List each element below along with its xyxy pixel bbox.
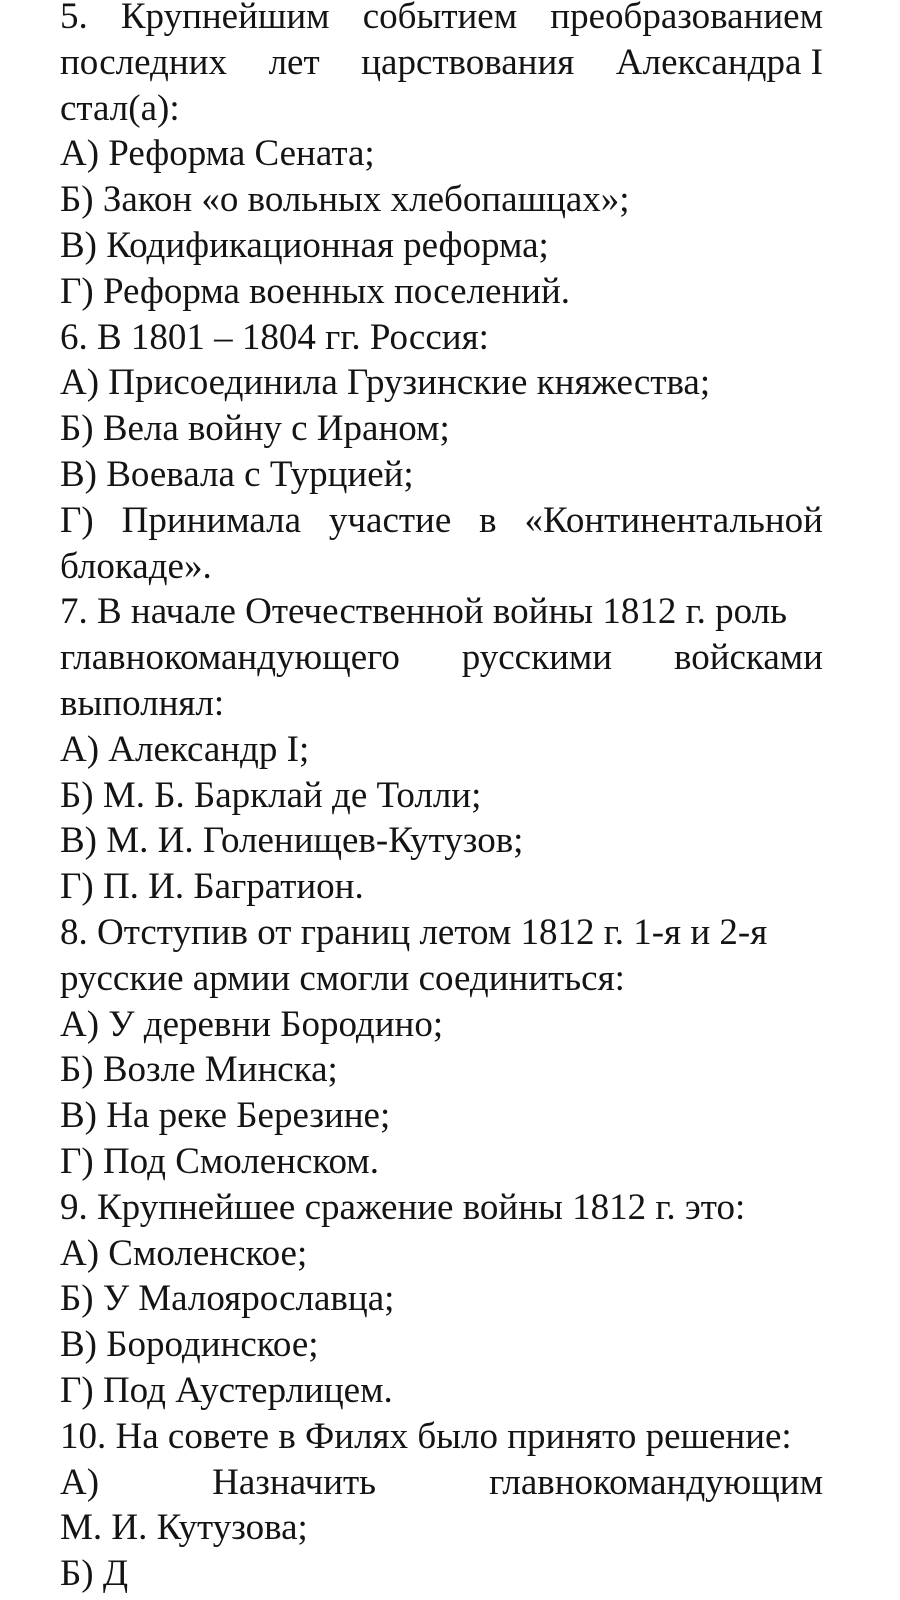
question-8-option-d: Г) Под Смоленском. (60, 1140, 379, 1182)
stem-word: русскими (461, 637, 613, 679)
question-9-option-c: В) Бородинское; (60, 1324, 319, 1366)
question-6-option-c: В) Воевала с Турцией; (60, 453, 414, 495)
option-word: Назначить (212, 1461, 377, 1503)
stem-word: царствования (361, 41, 575, 83)
question-10-option-a-line-2: М. И. Кутузова; (60, 1507, 308, 1549)
question-10-option-a-line-1 (60, 1460, 823, 1506)
option-word: участие (328, 499, 452, 541)
stem-word: лет (268, 41, 320, 83)
question-8-stem-line-2: русские армии смогли соединиться: (60, 957, 625, 999)
question-9-option-a: А) Смоленское; (60, 1232, 308, 1274)
question-7-option-a: А) Александр I; (60, 728, 310, 770)
stem-word: 5. (60, 0, 88, 37)
question-7-option-b: Б) М. Б. Барклай де Толли; (60, 774, 482, 816)
option-word: главнокомандующим (489, 1461, 823, 1503)
option-word: А) (60, 1461, 100, 1503)
stem-word: Александра I (615, 41, 823, 83)
question-5-option-b: Б) Закон «о вольных хлебопашцах»; (60, 179, 630, 221)
question-7-stem-line-2 (60, 635, 823, 681)
test-questions (60, 0, 823, 1597)
question-8-option-c: В) На реке Березине; (60, 1095, 391, 1137)
question-7-option-d: Г) П. И. Багратион. (60, 866, 364, 908)
question-5-option-a: А) Реформа Сената; (60, 133, 375, 175)
question-8-option-b: Б) Возле Минска; (60, 1049, 338, 1091)
stem-word: преобразованием (550, 0, 823, 37)
question-9-option-b: Б) У Малоярославца; (60, 1278, 395, 1320)
option-word: «Континентальной (524, 499, 823, 541)
question-6-option-d-line-1 (60, 498, 823, 544)
question-9-stem: 9. Крупнейшее сражение войны 1812 г. это: (60, 1186, 746, 1228)
stem-word: последних (60, 41, 227, 83)
question-6-option-b: Б) Вела войну с Ираном; (60, 408, 450, 450)
question-5-option-d: Г) Реформа военных поселений. (60, 270, 571, 312)
question-7-option-c: В) М. И. Голенищев-Кутузов; (60, 820, 524, 862)
option-word: в (479, 499, 497, 541)
question-9-option-d: Г) Под Аустерлицем. (60, 1369, 393, 1411)
question-5-stem-line-3: стал(а): (60, 87, 180, 129)
question-10-stem: 10. На совете в Филях было принято решение: (60, 1415, 792, 1457)
option-word: Г) (60, 499, 94, 541)
question-6-stem: 6. В 1801 – 1804 гг. Россия: (60, 316, 489, 358)
stem-word: событием (362, 0, 518, 37)
stem-word: войсками (673, 637, 823, 679)
question-7-stem-line-1: 7. В начале Отечественной войны 1812 г. роль (60, 591, 787, 633)
question-7-stem-line-3: выполнял: (60, 682, 225, 724)
question-5-option-c: В) Кодификационная реформа; (60, 224, 549, 266)
question-8-stem-line-1: 8. Отступив от границ летом 1812 г. 1-я и 2-я (60, 911, 768, 953)
stem-word: главнокомандующего (60, 637, 400, 679)
question-8-option-a: А) У деревни Бородино; (60, 1003, 444, 1045)
question-10-option-b-cut-off: Б) Д (60, 1553, 129, 1595)
question-6-option-d-line-2: блокаде». (60, 545, 212, 587)
question-5-stem-line-1 (60, 0, 823, 40)
question-6-option-a: А) Присоединила Грузинские княжества; (60, 362, 711, 404)
option-word: Принимала (121, 499, 302, 541)
stem-word: Крупнейшим (120, 0, 330, 37)
question-5-stem-line-2 (60, 40, 823, 86)
